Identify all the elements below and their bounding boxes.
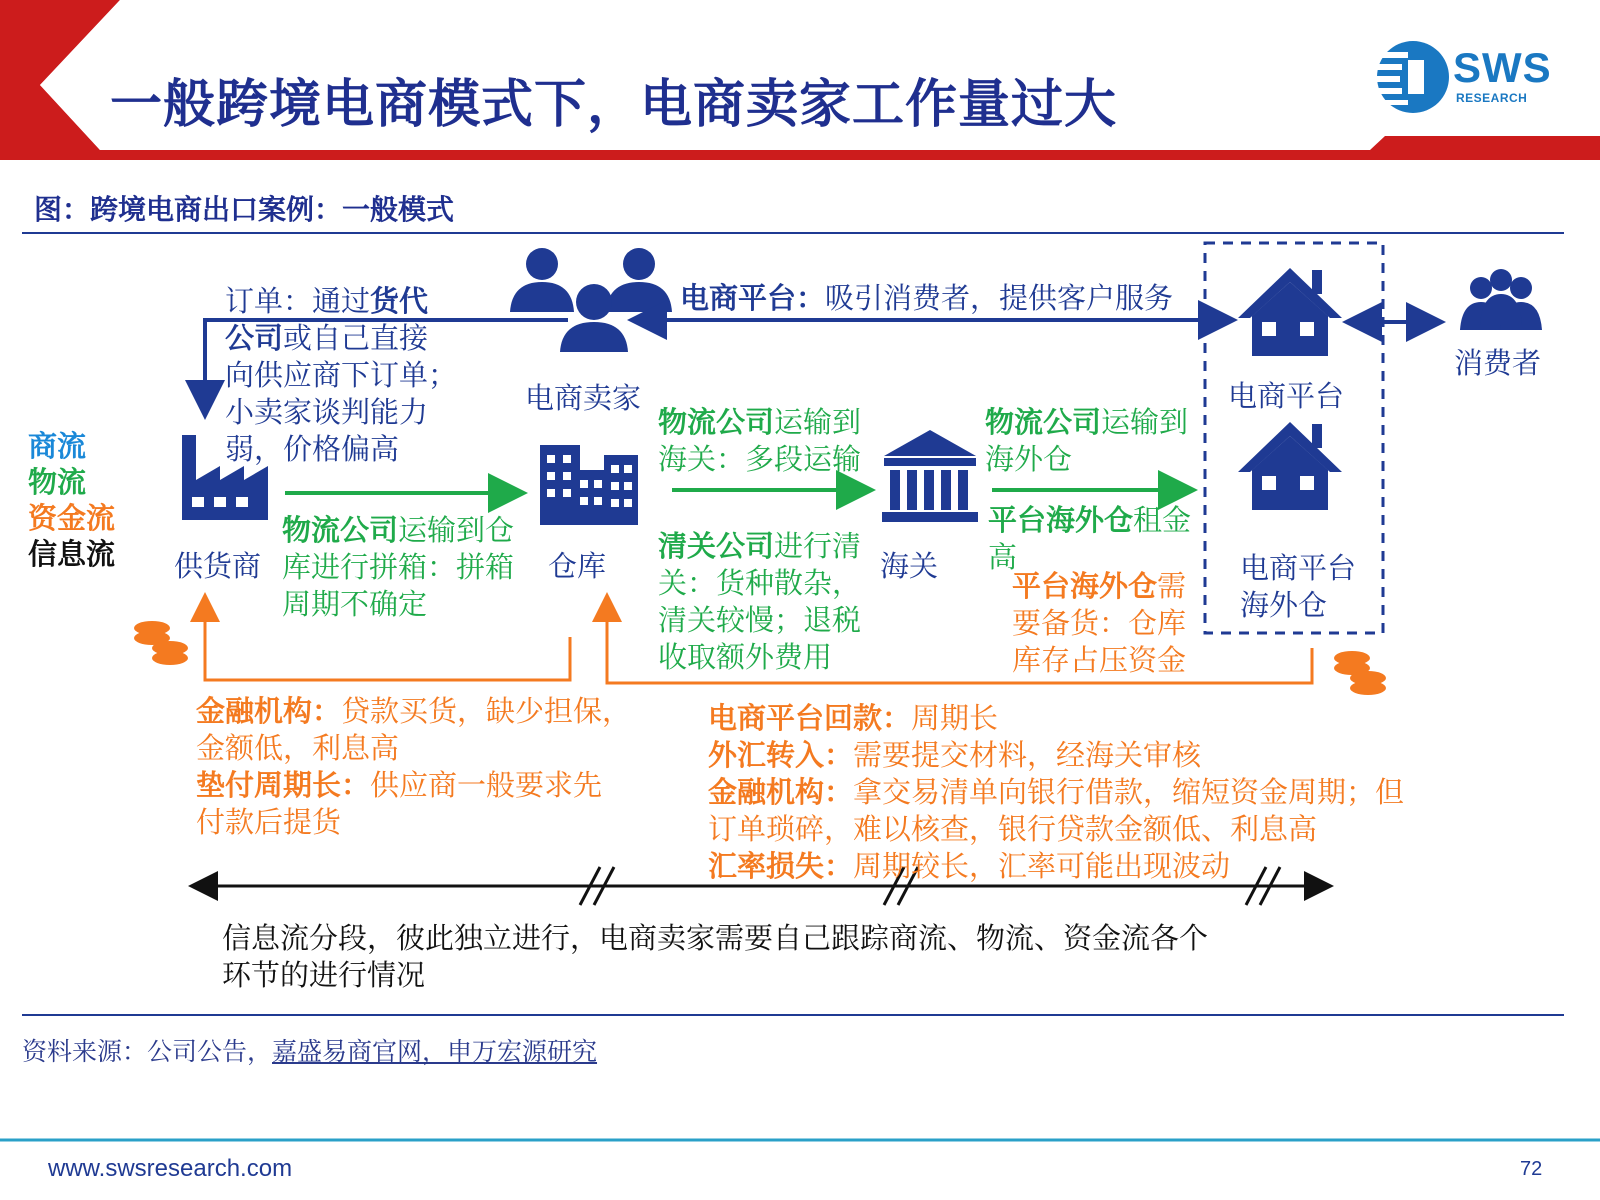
platform-note: 电商平台：吸引消费者，提供客户服务 <box>680 281 1174 315</box>
consumer-label: 消费者 <box>1454 346 1542 380</box>
supplier-label: 供货商 <box>174 549 262 583</box>
source-note: 资料来源：公司公告，嘉盛易商官网，申万宏源研究 <box>22 1037 598 1066</box>
seller-label: 电商卖家 <box>525 381 642 415</box>
logistics-note-2: 物流公司运输到 海关：多段运输 <box>658 405 862 476</box>
customs-label: 海关 <box>880 549 939 583</box>
coins-icon-left <box>134 621 188 665</box>
platform-house-icon <box>1238 268 1342 356</box>
legend-information: 信息流 <box>28 537 116 571</box>
legend-logistics: 物流 <box>28 465 87 499</box>
source-link: 嘉盛易商官网，申万宏源研究 <box>272 1037 598 1066</box>
logistics-note-1: 物流公司运输到仓 库进行拼箱：拼箱 周期不确定 <box>282 513 515 621</box>
coins-icon-right <box>1334 651 1386 695</box>
customs-clearance-note: 清关公司进行清 关：货种散杂， 清关较慢；退税 收取额外费用 <box>658 529 862 674</box>
figure-caption: 图：跨境电商出口案例：一般模式 <box>34 193 455 226</box>
consumer-people-icon <box>1460 269 1542 330</box>
warehouse-building-icon <box>540 445 638 525</box>
legend-capital: 资金流 <box>28 501 116 535</box>
page-number: 72 <box>1520 1158 1543 1180</box>
footer-url[interactable]: www.swsresearch.com <box>48 1155 293 1182</box>
legend-commerce: 商流 <box>28 429 87 463</box>
finance-note-right: 电商平台回款：周期长 外汇转入：需要提交材料，经海关审核 金融机构：拿交易清单向银行借款，缩短资金周期；但 订单琐碎，难以核查，银行贷款金额低、利息高 汇率损失：周期较长，汇率可能出现波动 <box>708 701 1405 883</box>
finance-note-left: 金融机构：贷款买货，缺少担保， 金额低，利息高 垫付周期长：供应商一般要求先 付款后提货 <box>196 694 632 839</box>
customs-building-icon <box>882 430 978 522</box>
page-title: 一般跨境电商模式下，电商卖家工作量过大 <box>110 74 1118 135</box>
info-flow-note: 信息流分段，彼此独立进行，电商卖家需要自己跟踪商流、物流、资金流各个 环节的进行情况 <box>222 921 1209 992</box>
order-note: 订单：通过货代 公司或自己直接 向供应商下订单； 小卖家谈判能力 弱，价格偏高 <box>225 284 458 466</box>
logistics-note-3: 物流公司运输到 海外仓 <box>985 405 1189 476</box>
logo-subtext: RESEARCH <box>1456 91 1528 105</box>
overseas-rent-note: 平台海外仓租金 高 <box>988 503 1192 574</box>
overseas-stock-note: 平台海外仓需 要备货：仓库 库存占压资金 <box>1012 569 1187 677</box>
sws-logo-icon <box>1376 41 1449 113</box>
platform-label: 电商平台 <box>1228 379 1345 413</box>
warehouse-label: 仓库 <box>548 549 607 583</box>
overseas-warehouse-house-icon <box>1238 422 1342 510</box>
overseas-warehouse-label: 电商平台 海外仓 <box>1240 551 1357 622</box>
flow-legend <box>28 428 115 572</box>
seller-people-icon <box>510 248 672 352</box>
logo-text: SWS <box>1453 44 1552 91</box>
